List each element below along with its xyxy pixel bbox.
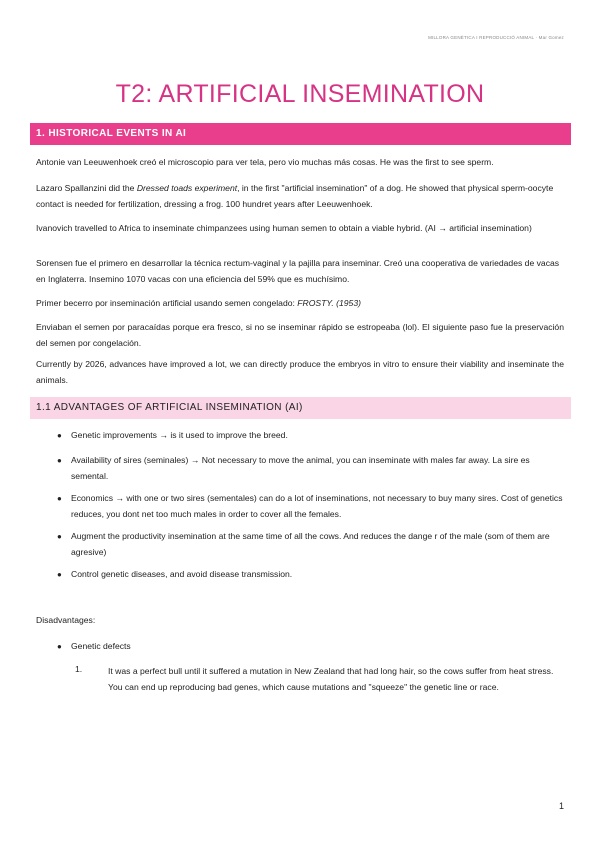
page-title: T2: ARTIFICIAL INSEMINATION [115, 80, 485, 108]
bullet-icon: ● [57, 431, 62, 440]
paragraph-ivanovich: Ivanovich travelled to Africa to inseminate chimpanzees using human semen to obtain a viable hybrid. (AI → artificial insemination) [36, 223, 532, 233]
page-number: 1 [558, 801, 564, 811]
paragraph-spallanzini: Lazaro Spallanzini did the Dressed toads experiment, in the first "artificial insemination" of a dog. He showed that physical sperm-oocyte contact is needed for fertilization, dressing a frog. 100 hundret years after Leeuwenhoek. [36, 183, 554, 209]
advantage-item: Control genetic diseases, and avoid disease transmission. [71, 569, 293, 579]
disadvantage-item: Genetic defects [71, 641, 131, 651]
bullet-icon: ● [57, 494, 62, 503]
section-heading-advantages: 1.1 ADVANTAGES OF ARTIFICIAL INSEMINATION (AI) [30, 397, 571, 419]
bullet-icon: ● [57, 456, 62, 465]
paragraph-sorensen: Sorensen fue el primero en desarrollar la técnica rectum-vaginal y la pajilla para inseminar. Creó una cooperativa de variedades de vacas en Inglaterra. Insemino 1070 vacas con una eficiencia del 59% que es muchísimo. [36, 258, 560, 284]
advantage-item: Genetic improvements → is it used to improve the breed. [71, 430, 288, 440]
bullet-icon: ● [57, 570, 62, 579]
section-heading-historical: 1. HISTORICAL EVENTS IN AI [30, 123, 571, 145]
advantage-item: Augment the productivity insemination at the same time of all the cows. And reduces the dange r of the male (som of them are agresive) [71, 531, 550, 557]
advantage-item: Economics → with one or two sires (sementales) can do a lot of inseminations, not necessary to buy many sires. Cost of genetics reduces, you dont net too much males in order to cover all the females. [71, 493, 563, 519]
disadvantages-label: Disadvantages: [36, 615, 96, 625]
paragraph-currently: Currently by 2026, advances have improved a lot, we can directly produce the embryos in vitro to ensure their viability and inseminate the animals. [36, 359, 564, 385]
paragraph-parachute: Enviaban el semen por paracaídas porque era fresco, si no se inseminar rápido se estropeaba (lol). El siguiente paso fue la preservación del semen por congelación. [36, 322, 564, 348]
paragraph-frosty: Primer becerro por inseminación artificial usando semen congelado: FROSTY. (1953) [36, 298, 361, 308]
list-number: 1. [75, 664, 83, 674]
advantage-item: Availability of sires (seminales) → Not necessary to move the animal, you can inseminate with males far away. La sire es semental. [71, 455, 530, 481]
paragraph-leeuwenhoek: Antonie van Leeuwenhoek creó el microscopio para ver tela, pero vio muchas más cosas. He was the first to see sperm. [36, 157, 494, 167]
running-header: MILLORA GENÈTICA I REPRODUCCIÓ ANIMAL · Mar Gomez [428, 35, 564, 40]
bullet-icon: ● [57, 532, 62, 541]
bullet-icon: ● [57, 642, 62, 651]
numbered-item: It was a perfect bull until it suffered a mutation in New Zealand that had long hair, so the cows suffer from heat stress. You can end up reproducing bad genes, which cause mutations and "squeeze" the genetic line or race. [108, 666, 554, 692]
